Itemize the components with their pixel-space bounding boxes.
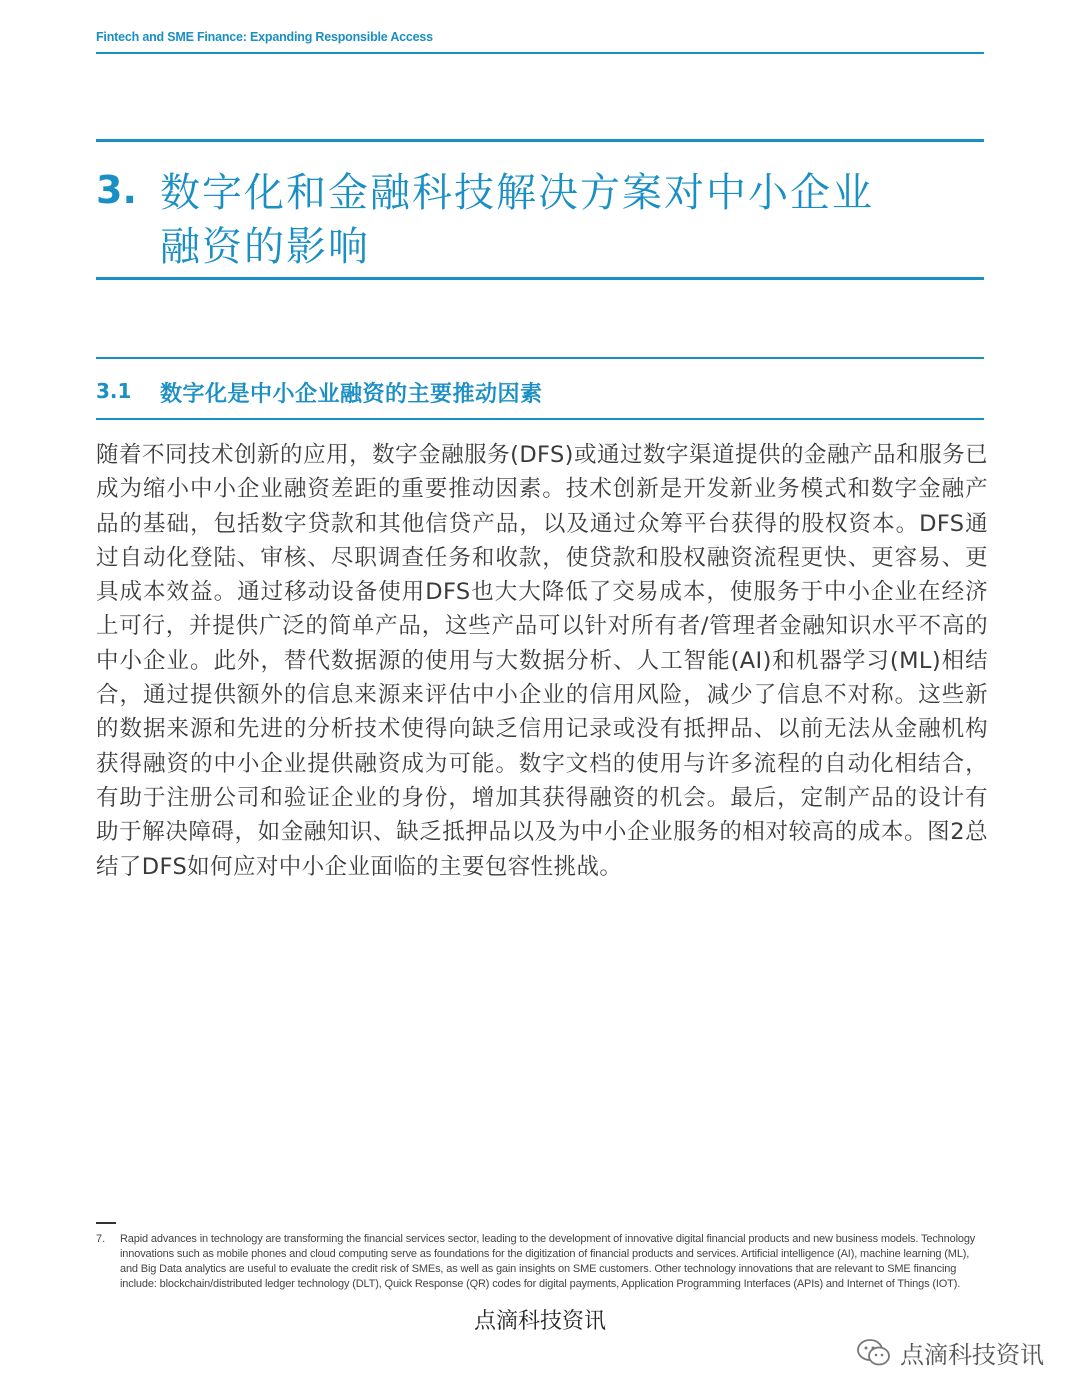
section-number: 3.1 bbox=[96, 379, 132, 403]
footer-brand: 点滴科技资讯 bbox=[473, 1309, 606, 1334]
section-bottom-rule bbox=[96, 418, 984, 420]
header-divider bbox=[96, 52, 984, 54]
section-title: 数字化是中小企业融资的主要推动因素 bbox=[160, 382, 543, 407]
chapter-title: 数字化和金融科技解决方案对中小企业融资的影响 bbox=[160, 170, 874, 270]
section-top-rule bbox=[96, 357, 984, 359]
wechat-icon bbox=[856, 1338, 892, 1368]
footnote-divider bbox=[96, 1222, 116, 1224]
chapter-number: 3. bbox=[96, 168, 137, 212]
chapter-bottom-rule bbox=[96, 277, 984, 280]
footnote bbox=[96, 1232, 988, 1292]
wechat-account-name: 点滴科技资讯 bbox=[900, 1341, 1044, 1369]
footnote-number: 7. bbox=[96, 1233, 106, 1245]
chapter-top-rule bbox=[96, 139, 984, 142]
footnote-text: Rapid advances in technology are transforming the financial services sector, leading to the development of innovative digital financial products and new business models. Technology innovations such as mobile phones and cloud computing serve as foundations for the digitization of financial products and services. Artificial intelligence (AI), machine learning (ML), and Big Data analytics are useful to evaluate the credit risk of SMEs, as well as gain insights on SME customers. Other technology innovations that are relevant to SME financing include: blockchain/distributed ledger technology (DLT), Quick Response (QR) codes for digital payments, Application Programming Interfaces (APIs) and Internet of Things (IOT). bbox=[120, 1233, 976, 1290]
wechat-account-badge[interactable] bbox=[856, 1335, 1044, 1370]
body-paragraph: 随着不同技术创新的应用，数字金融服务(DFS)或通过数字渠道提供的金融产品和服务已成为缩小中小企业融资差距的重要推动因素。技术创新是开发新业务模式和数字金融产品的基础，包括数字贷款和其他信贷产品，以及通过众筹平台获得的股权资本。DFS通过自动化登陆、审核、尽职调查任务和收款，使贷款和股权融资流程更快、更容易、更具成本效益。通过移动设备使用DFS也大大降低了交易成本，使服务于中小企业在经济上可行，并提供广泛的简单产品，这些产品可以针对所有者/管理者金融知识水平不高的中小企业。此外，替代数据源的使用与大数据分析、人工智能(AI)和机器学习(ML)相结合，通过提供额外的信息来源来评估中小企业的信用风险，减少了信息不对称。这些新的数据来源和先进的分析技术使得向缺乏信用记录或没有抵押品、以前无法从金融机构获得融资的中小企业提供融资成为可能。数字文档的使用与许多流程的自动化相结合，有助于注册公司和验证企业的身份，增加其获得融资的机会。最后，定制产品的设计有助于解决障碍，如金融知识、缺乏抵押品以及为中小企业服务的相对较高的成本。图2总结了DFS如何应对中小企业面临的主要包容性挑战。 bbox=[96, 442, 988, 880]
running-header: Fintech and SME Finance: Expanding Responsible Access bbox=[96, 30, 433, 44]
